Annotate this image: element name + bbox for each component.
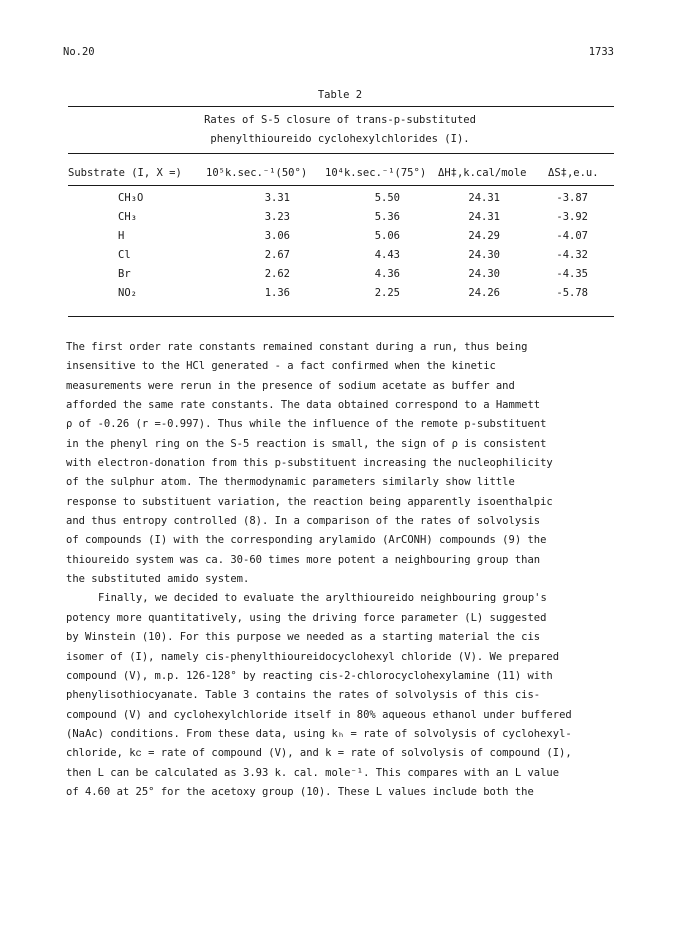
paragraph — [66, 338, 626, 589]
cell-delta-h: 24.31 — [468, 211, 500, 223]
text-line: response to substituent variation, the reaction being apparently isoenthalpic — [66, 495, 553, 508]
text-line: with electron-donation from this p-substituent increasing the nucleophilicity — [66, 457, 553, 470]
text-line: in the phenyl ring on the S-5 reaction is small, the sign of ρ is consistent — [66, 437, 547, 450]
table-header-top-rule — [68, 153, 614, 154]
column-header-k50: 10⁵k.sec.⁻¹(50°) — [206, 167, 308, 179]
cell-delta-h: 24.26 — [468, 287, 500, 299]
cell-k50: 2.67 — [264, 249, 290, 261]
text-line: Finally, we decided to evaluate the arylthioureido neighbouring group's — [98, 592, 547, 605]
table-bottom-rule — [68, 316, 614, 317]
table-top-rule — [68, 106, 614, 107]
table-caption-line-2: phenylthioureido cyclohexylchlorides (I). — [210, 133, 470, 145]
cell-k50: 3.31 — [264, 192, 290, 204]
cell-delta-h: 24.30 — [468, 249, 500, 261]
text-line: ρ of -0.26 (r =-0.997). Thus while the influence of the remote p-substituent — [66, 418, 547, 431]
text-line: potency more quantitatively, using the driving force parameter (L) suggested — [66, 611, 547, 624]
cell-k50: 2.62 — [264, 268, 290, 280]
table-header-bottom-rule — [68, 185, 614, 186]
table-row — [0, 192, 680, 208]
text-line: compound (V), m.p. 126-128° by reacting cis-2-chlorocyclohexylamine (11) with — [66, 669, 553, 682]
cell-delta-h: 24.30 — [468, 268, 500, 280]
cell-k75: 4.36 — [374, 268, 400, 280]
cell-k75: 5.06 — [374, 230, 400, 242]
table-caption-line-1: Rates of S-5 closure of trans-p-substituted — [204, 114, 476, 126]
cell-delta-h: 24.29 — [468, 230, 500, 242]
text-line: chloride, kᴄ = rate of compound (V), and k = rate of solvolysis of compound (I), — [66, 747, 572, 760]
column-header-delta-h: ΔH‡,k.cal/mole — [438, 167, 527, 179]
cell-substrate: NO₂ — [118, 287, 137, 299]
column-header-substrate: Substrate (I, X =) — [68, 167, 182, 179]
cell-k75: 5.50 — [374, 192, 400, 204]
table-title: Table 2 — [317, 89, 363, 101]
text-line: of 4.60 at 25° for the acetoxy group (10). These L values include both the — [66, 785, 534, 798]
cell-k50: 3.23 — [264, 211, 290, 223]
issue-number: No.20 — [63, 46, 95, 58]
text-line: afforded the same rate constants. The data obtained correspond to a Hammett — [66, 399, 541, 412]
table-row — [0, 211, 680, 227]
cell-k50: 1.36 — [264, 287, 290, 299]
table-row — [0, 287, 680, 303]
body-text — [66, 338, 626, 802]
column-header-k75: 10⁴k.sec.⁻¹(75°) — [325, 167, 427, 179]
cell-substrate: Br — [118, 268, 131, 280]
cell-delta-s: -3.87 — [556, 192, 588, 204]
text-line: isomer of (I), namely cis-phenylthioureidocyclohexyl chloride (V). We prepared — [66, 650, 560, 663]
cell-delta-s: -4.07 — [556, 230, 588, 242]
cell-delta-h: 24.31 — [468, 192, 500, 204]
text-line: by Winstein (10). For this purpose we needed as a starting material the cis — [66, 631, 541, 644]
cell-substrate: H — [118, 230, 125, 242]
cell-k75: 2.25 — [374, 287, 400, 299]
table-row — [0, 230, 680, 246]
cell-delta-s: -4.35 — [556, 268, 588, 280]
text-line: phenylisothiocyanate. Table 3 contains the rates of solvolysis of this cis- — [66, 689, 541, 702]
cell-k50: 3.06 — [264, 230, 290, 242]
column-header-delta-s: ΔS‡,e.u. — [548, 167, 599, 179]
text-line: insensitive to the HCl generated - a fact confirmed when the kinetic — [66, 360, 496, 373]
text-line: The first order rate constants remained constant during a run, thus being — [66, 341, 528, 353]
cell-k75: 5.36 — [374, 211, 400, 223]
table-row — [0, 249, 680, 265]
text-line: measurements were rerun in the presence of sodium acetate as buffer and — [66, 379, 515, 392]
paragraph — [66, 589, 626, 802]
cell-substrate: Cl — [118, 249, 131, 261]
text-line: of the sulphur atom. The thermodynamic parameters similarly show little — [66, 476, 515, 489]
table-row — [0, 268, 680, 284]
cell-delta-s: -4.32 — [556, 249, 588, 261]
text-line: compound (V) and cyclohexylchloride itself in 80% aqueous ethanol under buffered — [66, 708, 572, 721]
text-line: and thus entropy controlled (8). In a comparison of the rates of solvolysis — [66, 515, 541, 528]
cell-substrate: CH₃O — [118, 192, 144, 204]
cell-k75: 4.43 — [374, 249, 400, 261]
page-number: 1733 — [588, 46, 614, 58]
text-line: then L can be calculated as 3.93 k. cal. mole⁻¹. This compares with an L value — [66, 766, 560, 779]
cell-delta-s: -5.78 — [556, 287, 588, 299]
cell-delta-s: -3.92 — [556, 211, 588, 223]
text-line: (NaAc) conditions. From these data, using kₕ = rate of solvolysis of cyclohexyl- — [66, 727, 572, 740]
text-line: thioureido system was ca. 30-60 times more potent a neighbouring group than — [66, 553, 541, 566]
cell-substrate: CH₃ — [118, 211, 137, 223]
text-line: the substituted amido system. — [66, 573, 250, 586]
text-line: of compounds (I) with the corresponding arylamido (ArCONH) compounds (9) the — [66, 534, 547, 547]
